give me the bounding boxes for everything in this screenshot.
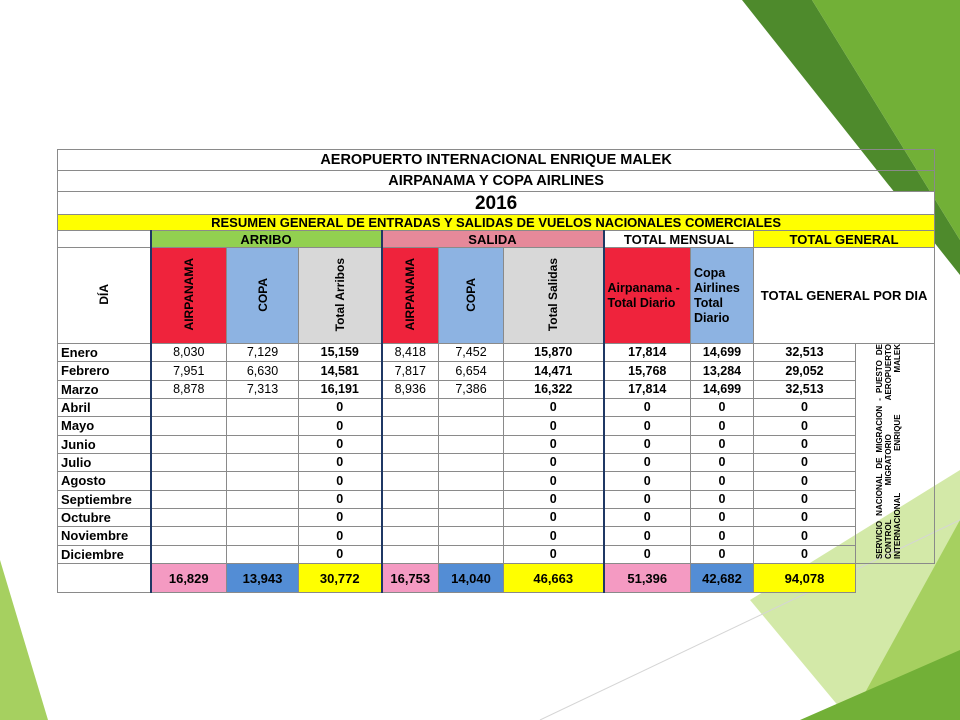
cell-total-arribos: 0 bbox=[299, 527, 382, 545]
month-label: Abril bbox=[58, 398, 151, 416]
cell-total-salidas: 14,471 bbox=[504, 362, 604, 380]
cell-airpanama-diario: 0 bbox=[604, 508, 691, 526]
cell-copa-diario: 14,699 bbox=[691, 380, 754, 398]
cell-salida-copa bbox=[439, 545, 504, 563]
cell-copa-diario: 0 bbox=[691, 472, 754, 490]
cell-total-general: 0 bbox=[754, 490, 856, 508]
cell-total-salidas: 16,322 bbox=[504, 380, 604, 398]
cell-total-general: 0 bbox=[754, 417, 856, 435]
month-label: Octubre bbox=[58, 508, 151, 526]
cell-arribo-copa: 7,129 bbox=[227, 344, 299, 362]
cell-airpanama-diario: 15,768 bbox=[604, 362, 691, 380]
cell-arribo-airpanama bbox=[151, 417, 227, 435]
cell-total-salidas: 0 bbox=[504, 527, 604, 545]
cell-salida-copa bbox=[439, 435, 504, 453]
cell-copa-diario: 13,284 bbox=[691, 362, 754, 380]
month-label: Agosto bbox=[58, 472, 151, 490]
cell-airpanama-diario: 17,814 bbox=[604, 380, 691, 398]
cell-salida-airpanama bbox=[382, 508, 439, 526]
cell-arribo-airpanama bbox=[151, 508, 227, 526]
cell-salida-copa bbox=[439, 453, 504, 471]
cell-salida-airpanama bbox=[382, 545, 439, 563]
cell-arribo-copa: 6,630 bbox=[227, 362, 299, 380]
cell-salida-copa bbox=[439, 490, 504, 508]
group-header-total-mensual: TOTAL MENSUAL bbox=[604, 231, 754, 248]
header-arribo-airpanama: AIRPANAMA bbox=[151, 248, 227, 344]
cell-salida-airpanama bbox=[382, 398, 439, 416]
cell-salida-airpanama: 7,817 bbox=[382, 362, 439, 380]
cell-total-general: 29,052 bbox=[754, 362, 856, 380]
cell-arribo-airpanama bbox=[151, 545, 227, 563]
cell-arribo-copa bbox=[227, 435, 299, 453]
cell-salida-copa bbox=[439, 472, 504, 490]
cell-arribo-copa bbox=[227, 545, 299, 563]
cell-total-arribos: 0 bbox=[299, 398, 382, 416]
cell-total-general: 32,513 bbox=[754, 380, 856, 398]
month-label: Diciembre bbox=[58, 545, 151, 563]
left-edge-strip bbox=[0, 560, 48, 720]
cell-total-arribos: 0 bbox=[299, 490, 382, 508]
month-label: Noviembre bbox=[58, 527, 151, 545]
cell-salida-airpanama bbox=[382, 490, 439, 508]
month-label: Julio bbox=[58, 453, 151, 471]
cell-copa-diario: 0 bbox=[691, 435, 754, 453]
cell-total-general: 0 bbox=[754, 435, 856, 453]
cell-total-salidas: 0 bbox=[504, 545, 604, 563]
cell-salida-airpanama bbox=[382, 453, 439, 471]
cell-arribo-copa bbox=[227, 453, 299, 471]
cell-airpanama-diario: 0 bbox=[604, 490, 691, 508]
header-airpanama-total-diario: Airpanama - Total Diario bbox=[604, 248, 691, 344]
table-row bbox=[58, 380, 935, 398]
cell-total-arribos: 0 bbox=[299, 508, 382, 526]
totals-row bbox=[58, 564, 935, 593]
cell-salida-airpanama: 8,418 bbox=[382, 344, 439, 362]
cell-salida-airpanama bbox=[382, 527, 439, 545]
cell-arribo-airpanama bbox=[151, 453, 227, 471]
cell-salida-copa bbox=[439, 417, 504, 435]
cell-salida-airpanama bbox=[382, 417, 439, 435]
cell-airpanama-diario: 0 bbox=[604, 472, 691, 490]
header-total-general-por-dia: TOTAL GENERAL POR DIA bbox=[754, 248, 935, 344]
total-copa-diario: 42,682 bbox=[691, 564, 754, 593]
table-row bbox=[58, 527, 935, 545]
cell-arribo-airpanama bbox=[151, 490, 227, 508]
cell-total-general: 0 bbox=[754, 545, 856, 563]
cell-copa-diario: 0 bbox=[691, 545, 754, 563]
cell-total-general: 0 bbox=[754, 508, 856, 526]
airport-title: AEROPUERTO INTERNACIONAL ENRIQUE MALEK bbox=[58, 150, 935, 171]
cell-copa-diario: 0 bbox=[691, 417, 754, 435]
cell-total-general: 0 bbox=[754, 398, 856, 416]
airlines-title: AIRPANAMA Y COPA AIRLINES bbox=[58, 171, 935, 192]
cell-total-arribos: 16,191 bbox=[299, 380, 382, 398]
group-header-total-general: TOTAL GENERAL bbox=[754, 231, 935, 248]
cell-total-arribos: 0 bbox=[299, 472, 382, 490]
cell-airpanama-diario: 0 bbox=[604, 527, 691, 545]
cell-arribo-copa bbox=[227, 417, 299, 435]
header-total-arribos: Total Arribos bbox=[299, 248, 382, 344]
cell-arribo-copa bbox=[227, 472, 299, 490]
cell-total-general: 0 bbox=[754, 453, 856, 471]
cell-arribo-copa bbox=[227, 527, 299, 545]
cell-arribo-copa bbox=[227, 508, 299, 526]
month-label: Marzo bbox=[58, 380, 151, 398]
totals-label-empty bbox=[58, 564, 151, 593]
cell-copa-diario: 0 bbox=[691, 490, 754, 508]
cell-arribo-copa: 7,313 bbox=[227, 380, 299, 398]
side-note-text: SERVICIO NACIONAL DE MIGRACION - PUESTO DE CONTROL MIGRATORIO AEROPUERTO INTERNACIONAL ENRIQUE MALEK bbox=[875, 344, 903, 559]
cell-total-salidas: 15,870 bbox=[504, 344, 604, 362]
table-row bbox=[58, 435, 935, 453]
cell-copa-diario: 0 bbox=[691, 453, 754, 471]
cell-total-salidas: 0 bbox=[504, 472, 604, 490]
table-row bbox=[58, 362, 935, 380]
cell-salida-copa bbox=[439, 508, 504, 526]
header-total-salidas: Total Salidas bbox=[504, 248, 604, 344]
header-copa-total-diario: Copa Airlines Total Diario bbox=[691, 248, 754, 344]
total-salidas-sum: 46,663 bbox=[504, 564, 604, 593]
cell-arribo-airpanama: 8,878 bbox=[151, 380, 227, 398]
cell-arribo-airpanama bbox=[151, 398, 227, 416]
cell-arribo-airpanama bbox=[151, 435, 227, 453]
cell-airpanama-diario: 17,814 bbox=[604, 344, 691, 362]
group-header-arribo: ARRIBO bbox=[151, 231, 382, 248]
cell-total-arribos: 0 bbox=[299, 435, 382, 453]
cell-total-salidas: 0 bbox=[504, 453, 604, 471]
cell-salida-copa bbox=[439, 527, 504, 545]
cell-salida-copa bbox=[439, 398, 504, 416]
cell-salida-copa: 6,654 bbox=[439, 362, 504, 380]
table-row bbox=[58, 398, 935, 416]
header-dia: DÍA bbox=[58, 248, 151, 344]
cell-total-arribos: 0 bbox=[299, 417, 382, 435]
header-salida-copa: COPA bbox=[439, 248, 504, 344]
month-label: Enero bbox=[58, 344, 151, 362]
month-label: Junio bbox=[58, 435, 151, 453]
cell-total-arribos: 14,581 bbox=[299, 362, 382, 380]
cell-salida-copa: 7,386 bbox=[439, 380, 504, 398]
month-label: Febrero bbox=[58, 362, 151, 380]
cell-airpanama-diario: 0 bbox=[604, 435, 691, 453]
cell-airpanama-diario: 0 bbox=[604, 545, 691, 563]
cell-airpanama-diario: 0 bbox=[604, 417, 691, 435]
total-salida-airpanama: 16,753 bbox=[382, 564, 439, 593]
cell-arribo-airpanama bbox=[151, 527, 227, 545]
month-label: Mayo bbox=[58, 417, 151, 435]
cell-arribo-copa bbox=[227, 398, 299, 416]
cell-total-general: 0 bbox=[754, 527, 856, 545]
year-title: 2016 bbox=[58, 192, 935, 215]
cell-arribo-airpanama bbox=[151, 472, 227, 490]
cell-salida-airpanama: 8,936 bbox=[382, 380, 439, 398]
total-salida-copa: 14,040 bbox=[439, 564, 504, 593]
cell-salida-airpanama bbox=[382, 472, 439, 490]
total-arribo-airpanama: 16,829 bbox=[151, 564, 227, 593]
total-general-sum: 94,078 bbox=[754, 564, 856, 593]
total-arribos-sum: 30,772 bbox=[299, 564, 382, 593]
table-row bbox=[58, 490, 935, 508]
table-row bbox=[58, 417, 935, 435]
total-arribo-copa: 13,943 bbox=[227, 564, 299, 593]
cell-total-salidas: 0 bbox=[504, 417, 604, 435]
group-header-salida: SALIDA bbox=[382, 231, 604, 248]
side-note bbox=[856, 344, 935, 564]
cell-total-arribos: 0 bbox=[299, 545, 382, 563]
table-row bbox=[58, 472, 935, 490]
cell-total-salidas: 0 bbox=[504, 490, 604, 508]
cell-copa-diario: 0 bbox=[691, 527, 754, 545]
table-row bbox=[58, 453, 935, 471]
summary-banner: RESUMEN GENERAL DE ENTRADAS Y SALIDAS DE VUELOS NACIONALES COMERCIALES bbox=[58, 215, 935, 231]
month-label: Septiembre bbox=[58, 490, 151, 508]
total-airpanama-diario: 51,396 bbox=[604, 564, 691, 593]
flights-summary-table bbox=[57, 149, 935, 593]
cell-copa-diario: 0 bbox=[691, 508, 754, 526]
cell-arribo-airpanama: 7,951 bbox=[151, 362, 227, 380]
cell-total-arribos: 0 bbox=[299, 453, 382, 471]
cell-total-arribos: 15,159 bbox=[299, 344, 382, 362]
cell-airpanama-diario: 0 bbox=[604, 453, 691, 471]
cell-total-salidas: 0 bbox=[504, 435, 604, 453]
table-row bbox=[58, 508, 935, 526]
table-row bbox=[58, 545, 935, 563]
header-arribo-copa: COPA bbox=[227, 248, 299, 344]
cell-salida-airpanama bbox=[382, 435, 439, 453]
cell-salida-copa: 7,452 bbox=[439, 344, 504, 362]
group-header-empty bbox=[58, 231, 151, 248]
cell-copa-diario: 0 bbox=[691, 398, 754, 416]
cell-total-salidas: 0 bbox=[504, 398, 604, 416]
cell-total-general: 0 bbox=[754, 472, 856, 490]
table-row bbox=[58, 344, 935, 362]
cell-airpanama-diario: 0 bbox=[604, 398, 691, 416]
cell-total-salidas: 0 bbox=[504, 508, 604, 526]
header-salida-airpanama: AIRPANAMA bbox=[382, 248, 439, 344]
cell-copa-diario: 14,699 bbox=[691, 344, 754, 362]
cell-arribo-airpanama: 8,030 bbox=[151, 344, 227, 362]
monthly-rows bbox=[58, 344, 935, 564]
cell-total-general: 32,513 bbox=[754, 344, 856, 362]
cell-arribo-copa bbox=[227, 490, 299, 508]
